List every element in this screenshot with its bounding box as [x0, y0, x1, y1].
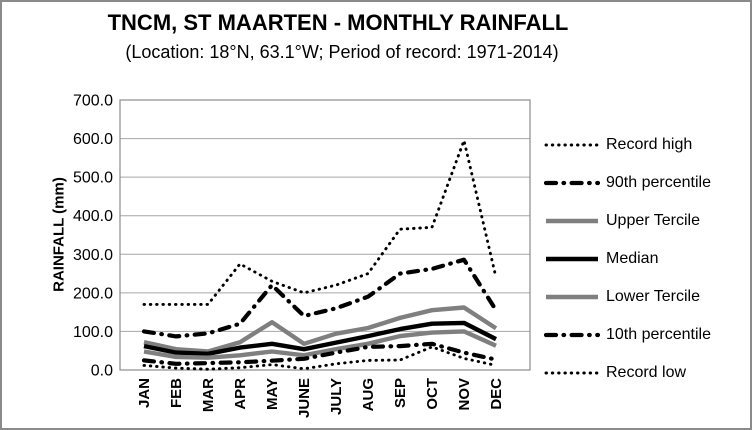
y-tick-label: 100.0: [72, 323, 113, 341]
x-tick-label-nov: NOV: [456, 378, 473, 411]
x-tick-label-sep: SEP: [392, 378, 409, 409]
x-tick-label-oct: OCT: [424, 378, 441, 410]
x-tick-label-dec: DEC: [488, 378, 505, 410]
legend-item-90th-percentile: [544, 164, 749, 202]
legend-label-90th-percentile: 90th percentile: [606, 174, 711, 191]
legend-item-median: [544, 240, 749, 278]
x-tick-label-mar: MAR: [200, 378, 217, 413]
chart-subtitle: (Location: 18°N, 63.1°W; Period of record: 1971-2014): [125, 42, 559, 62]
legend: [544, 126, 749, 392]
legend-line-sample-record-low: [544, 366, 600, 380]
y-tick-label: 600.0: [72, 131, 113, 149]
legend-line-sample-median: [544, 252, 600, 266]
legend-label-10th-percentile: 10th percentile: [606, 326, 711, 343]
chart-title: TNCM, ST MAARTEN - MONTHLY RAINFALL: [107, 10, 569, 35]
y-tick-label: 400.0: [72, 208, 113, 226]
legend-line-sample-90th-percentile: [544, 176, 600, 190]
y-axis-title: RAINFALL (mm): [50, 177, 68, 292]
y-tick-label: 200.0: [72, 285, 113, 303]
legend-item-upper-tercile: [544, 202, 749, 240]
y-tick-label: 500.0: [72, 169, 113, 187]
legend-line-sample-lower-tercile: [544, 290, 600, 304]
y-tick-label: 300.0: [72, 246, 113, 264]
legend-line-sample-upper-tercile: [544, 214, 600, 228]
x-tick-label-may: MAY: [264, 378, 281, 410]
legend-label-lower-tercile: Lower Tercile: [606, 288, 700, 305]
legend-label-median: Median: [606, 250, 659, 267]
legend-item-record-low: [544, 354, 749, 392]
legend-line-sample-10th-percentile: [544, 328, 600, 342]
legend-item-record-high: [544, 126, 749, 164]
legend-item-10th-percentile: [544, 316, 749, 354]
legend-label-record-high: Record high: [606, 136, 693, 153]
legend-label-record-low: Record low: [606, 364, 687, 381]
legend-line-sample-record-high: [544, 138, 600, 152]
legend-item-lower-tercile: [544, 278, 749, 316]
legend-label-upper-tercile: Upper Tercile: [606, 212, 700, 229]
x-tick-label-feb: FEB: [168, 378, 185, 408]
x-tick-label-aug: AUG: [360, 378, 377, 412]
plot-border: [120, 100, 530, 370]
y-tick-label: 700.0: [72, 92, 113, 110]
x-tick-label-apr: APR: [232, 378, 249, 410]
y-tick-label: 0.0: [90, 362, 113, 380]
series-line-record-high: [144, 141, 496, 305]
x-tick-label-june: JUNE: [296, 378, 313, 419]
x-tick-label-jan: JAN: [136, 378, 153, 409]
x-tick-label-july: JULY: [328, 378, 345, 415]
